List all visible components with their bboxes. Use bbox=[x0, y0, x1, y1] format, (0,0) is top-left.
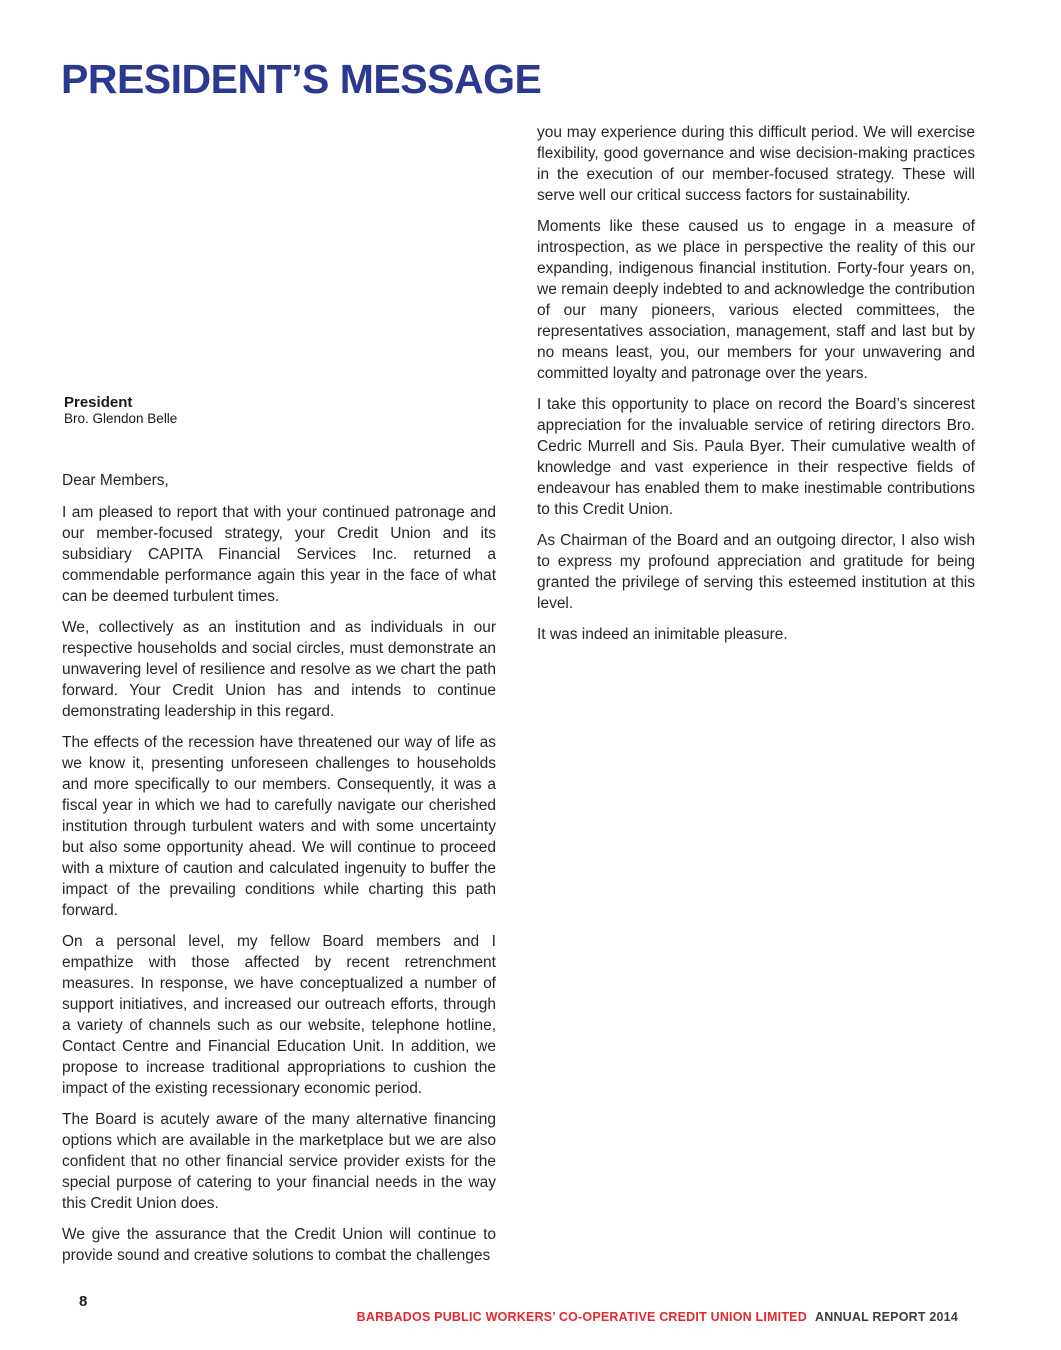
body-paragraph: I take this opportunity to place on record the Board’s sincerest appreciation for the invaluable service of retiring directors Bro. Cedric Murrell and Sis. Paula Byer. Their cumulative wealth of knowledge and vast experience in their respective fields of endeavour has enabled them to make inestimable contributions to this Credit Union. bbox=[537, 396, 975, 518]
body-paragraph: It was indeed an inimitable pleasure. bbox=[537, 626, 788, 643]
page-number: 8 bbox=[79, 1293, 88, 1310]
caption-role: President bbox=[64, 394, 133, 411]
footer-org-name: BARBADOS PUBLIC WORKERS’ CO-OPERATIVE CREDIT UNION LIMITED bbox=[356, 1310, 807, 1324]
body-paragraph: As Chairman of the Board and an outgoing director, I also wish to express my profound appreciation and gratitude for being granted the privilege of serving this esteemed institution at this level. bbox=[537, 532, 975, 612]
body-paragraph: On a personal level, my fellow Board members and I empathize with those affected by recent retrenchment measures. In response, we have conceptualized a number of support initiatives, and increased our outreach efforts, through a variety of channels such as our website, telephone hotline, Contact Centre and Financial Education Unit. In addition, we propose to increase traditional appropriations to cushion the impact of the existing recessionary economic period. bbox=[62, 933, 496, 1097]
body-paragraph: you may experience during this difficult period. We will exercise flexibility, good governance and wise decision-making practices in the execution of our member-focused strategy. These will serve well our critical success factors for sustainability. bbox=[537, 124, 975, 204]
president-photo bbox=[62, 120, 392, 382]
body-paragraph: The effects of the recession have threatened our way of life as we know it, presenting unforeseen challenges to households and more specifically to our members. Consequently, it was a fiscal year in which we had to carefully navigate our cherished institution through turbulent waters and with some uncertainty but also some opportunity ahead. We will continue to proceed with a mixture of caution and calculated ingenuity to buffer the impact of the prevailing conditions while charting this path forward. bbox=[62, 734, 496, 919]
footer bbox=[357, 1310, 958, 1324]
body-paragraph: Moments like these caused us to engage in a measure of introspection, as we place in perspective the reality of this our expanding, indigenous financial institution. Forty-four years on, we remain deeply indebted to and acknowledge the contribution of our many pioneers, various elected committees, the representatives association, management, staff and last but by no means least, you, our members for your unwavering and committed loyalty and patronage over the years. bbox=[537, 218, 975, 382]
photo-caption bbox=[64, 394, 177, 427]
footer-report-title: ANNUAL REPORT 2014 bbox=[815, 1310, 958, 1324]
caption-name: Bro. Glendon Belle bbox=[64, 411, 178, 426]
body-paragraph: We, collectively as an institution and as individuals in our respective households and social circles, must demonstrate an unwavering level of resilience and resolve as we chart the path forward. Your Credit Union has and intends to continue demonstrating leadership in this regard. bbox=[62, 619, 496, 720]
right-column bbox=[537, 122, 975, 645]
body-paragraph: I am pleased to report that with your continued patronage and our member-focused strategy, your Credit Union and its subsidiary CAPITA Financial Services Inc. returned a commendable performance again this year in the face of what can be deemed turbulent times. bbox=[62, 504, 496, 605]
body-paragraph: We give the assurance that the Credit Union will continue to provide sound and creative solutions to combat the challenges bbox=[62, 1226, 496, 1264]
body-paragraph: The Board is acutely aware of the many alternative financing options which are available in the marketplace but we are also confident that no other financial service provider exists for the special purpose of catering to your financial needs in the way this Credit Union does. bbox=[62, 1111, 496, 1212]
left-column bbox=[62, 470, 496, 1266]
salutation: Dear Members, bbox=[62, 472, 169, 489]
page-title: PRESIDENT’S MESSAGE bbox=[61, 56, 542, 102]
